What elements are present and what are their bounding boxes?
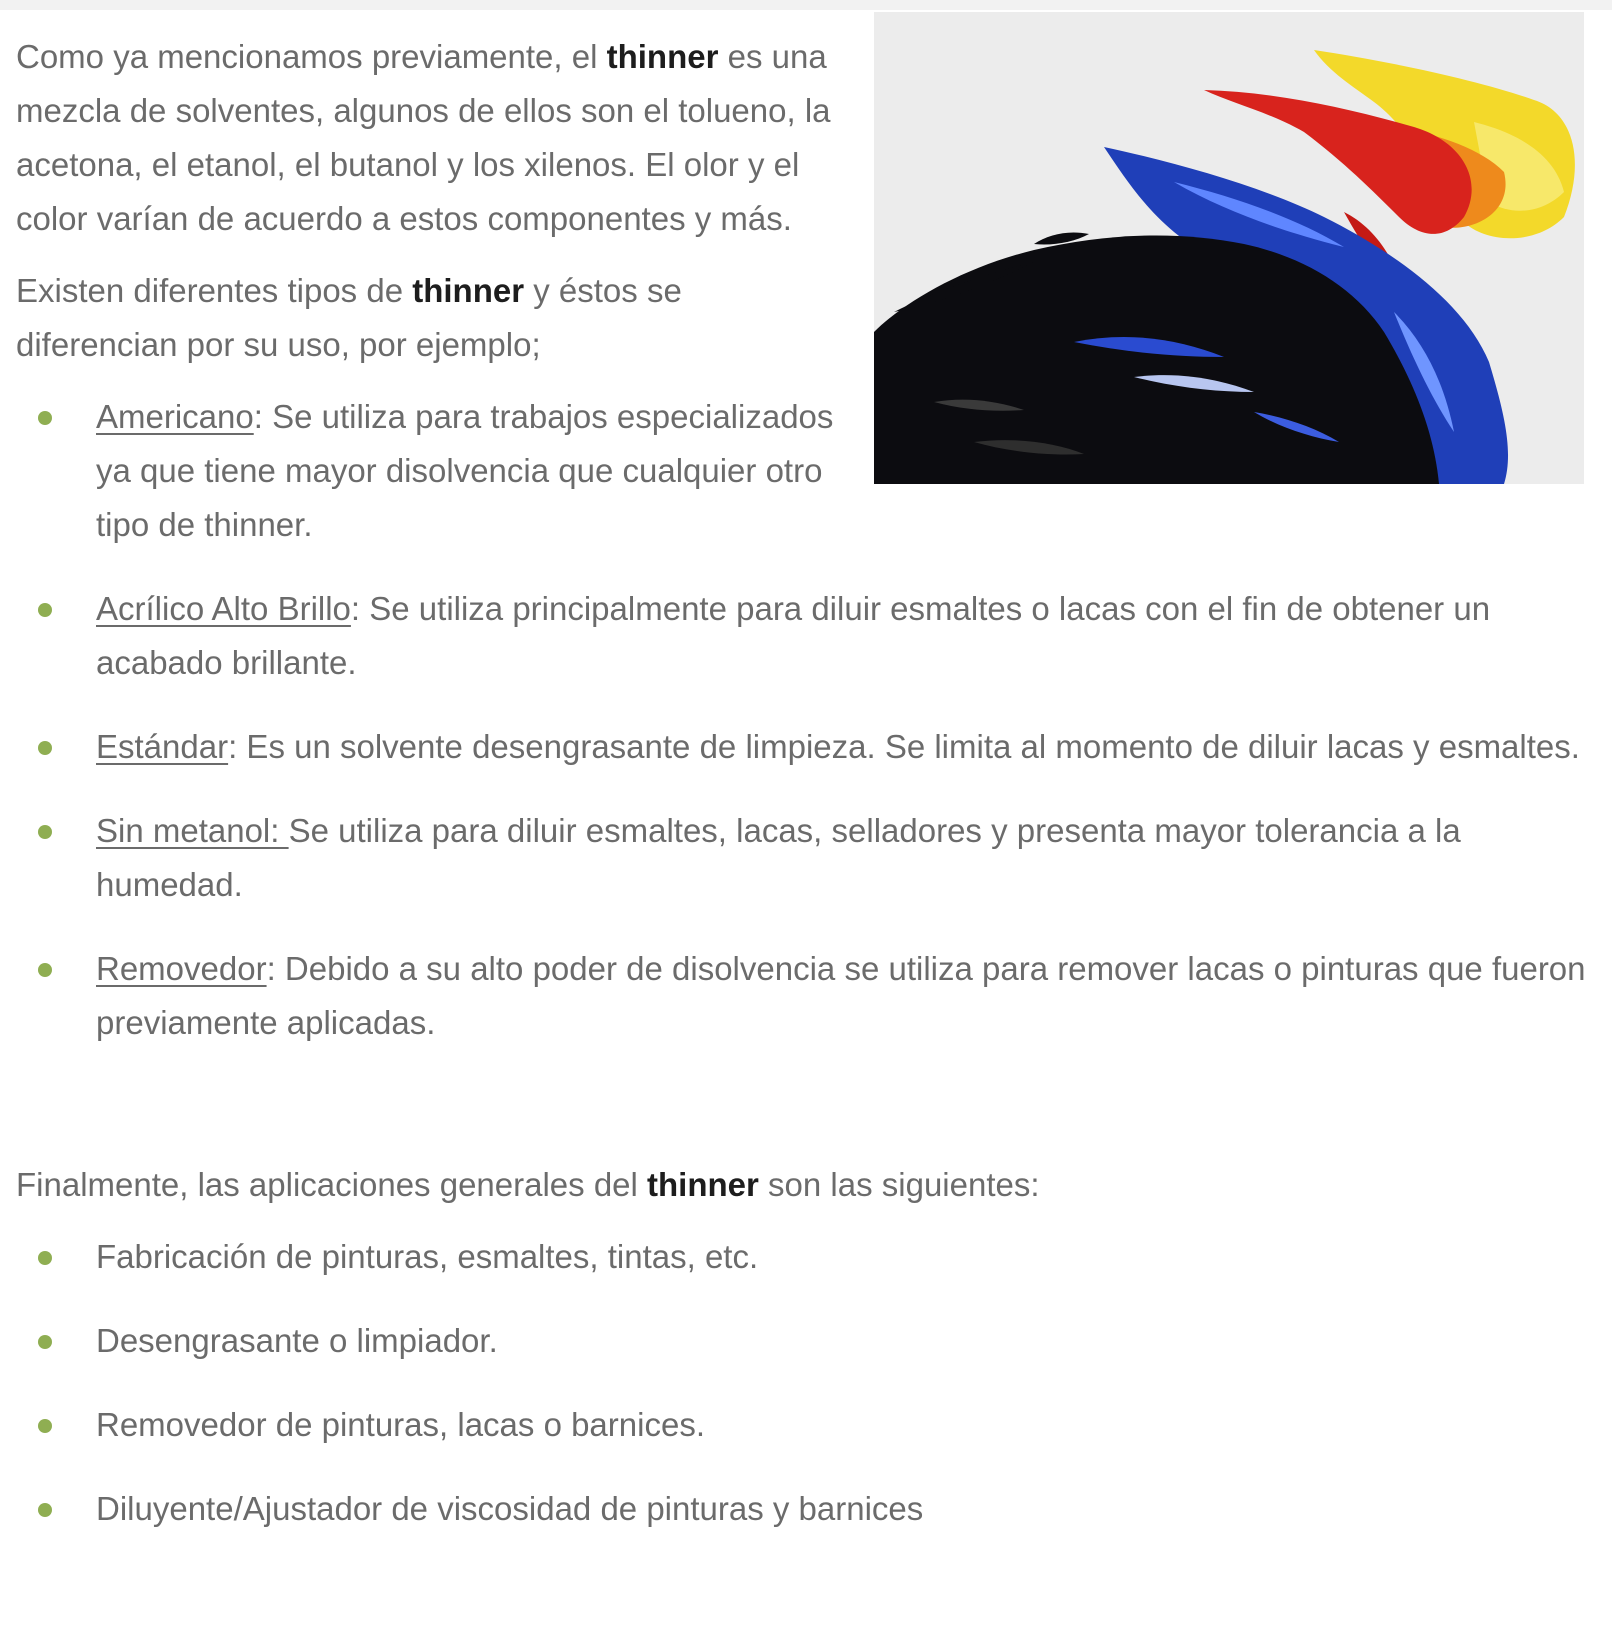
type-term-sin-metanol: Sin metanol: <box>96 812 289 849</box>
top-divider <box>0 0 1612 10</box>
list-item-application <box>16 1398 1586 1452</box>
application-text: Removedor de pinturas, lacas o barnices. <box>96 1406 705 1443</box>
bullet-dot <box>38 963 52 977</box>
list-item-acrilico <box>16 582 1586 690</box>
application-text: Desengrasante o limpiador. <box>96 1322 498 1359</box>
bullet-dot <box>38 741 52 755</box>
list-item-application <box>16 1230 1586 1284</box>
types-intro-text-after: y éstos se diferencian por su uso, por ejemplo; <box>16 272 682 363</box>
list-item-application <box>16 1314 1586 1368</box>
type-description: : Es un solvente desengrasante de limpieza. Se limita al momento de diluir lacas y esmaltes. <box>228 728 1580 765</box>
type-description: : Se utiliza para trabajos especializados ya que tiene mayor disolvencia que cualquier otro tipo de thinner. <box>96 398 834 543</box>
type-term-removedor: Removedor <box>96 950 267 987</box>
bullet-dot <box>38 825 52 839</box>
type-description: Se utiliza para diluir esmaltes, lacas, selladores y presenta mayor tolerancia a la humedad. <box>96 812 1461 903</box>
type-description: : Debido a su alto poder de disolvencia se utiliza para remover lacas o pinturas que fueron previamente aplicadas. <box>96 950 1586 1041</box>
thinner-types-list <box>16 390 1586 1050</box>
list-item-removedor <box>16 942 1586 1050</box>
intro-text-after: es una mezcla de solventes, algunos de ellos son el tolueno, la acetona, el etanol, el butanol y los xilenos. El olor y el color varían de acuerdo a estos componentes y más. <box>16 38 831 237</box>
list-item-americano <box>16 390 1586 552</box>
bullet-dot <box>38 603 52 617</box>
application-text: Diluyente/Ajustador de viscosidad de pinturas y barnices <box>96 1490 924 1527</box>
apps-intro-keyword: thinner <box>647 1166 759 1203</box>
intro-keyword: thinner <box>606 38 719 75</box>
type-term-estandar: Estándar <box>96 728 229 765</box>
apps-intro-text-after: son las siguientes: <box>758 1166 1040 1203</box>
types-intro-keyword: thinner <box>412 272 525 309</box>
applications-intro-paragraph <box>16 1158 1586 1212</box>
bullet-dot <box>38 1251 52 1265</box>
article-body <box>16 30 1586 1566</box>
application-text: Fabricación de pinturas, esmaltes, tintas, etc. <box>96 1238 759 1275</box>
type-description: : Se utiliza principalmente para diluir esmaltes o lacas con el fin de obtener un acabado brillante. <box>96 590 1491 681</box>
bullet-dot <box>38 411 52 425</box>
applications-list <box>16 1230 1586 1536</box>
bullet-dot <box>38 1419 52 1433</box>
apps-intro-text-before: Finalmente, las aplicaciones generales del <box>16 1166 648 1203</box>
list-item-sin-metanol <box>16 804 1586 912</box>
list-item-application <box>16 1482 1586 1536</box>
list-item-estandar <box>16 720 1586 774</box>
type-term-acrilico: Acrílico Alto Brillo <box>96 590 351 627</box>
type-term-americano: Americano <box>96 398 254 435</box>
bullet-dot <box>38 1503 52 1517</box>
intro-text-before: Como ya mencionamos previamente, el <box>16 38 607 75</box>
section-spacer <box>16 1080 1586 1158</box>
types-intro-text-before: Existen diferentes tipos de <box>16 272 413 309</box>
bullet-dot <box>38 1335 52 1349</box>
